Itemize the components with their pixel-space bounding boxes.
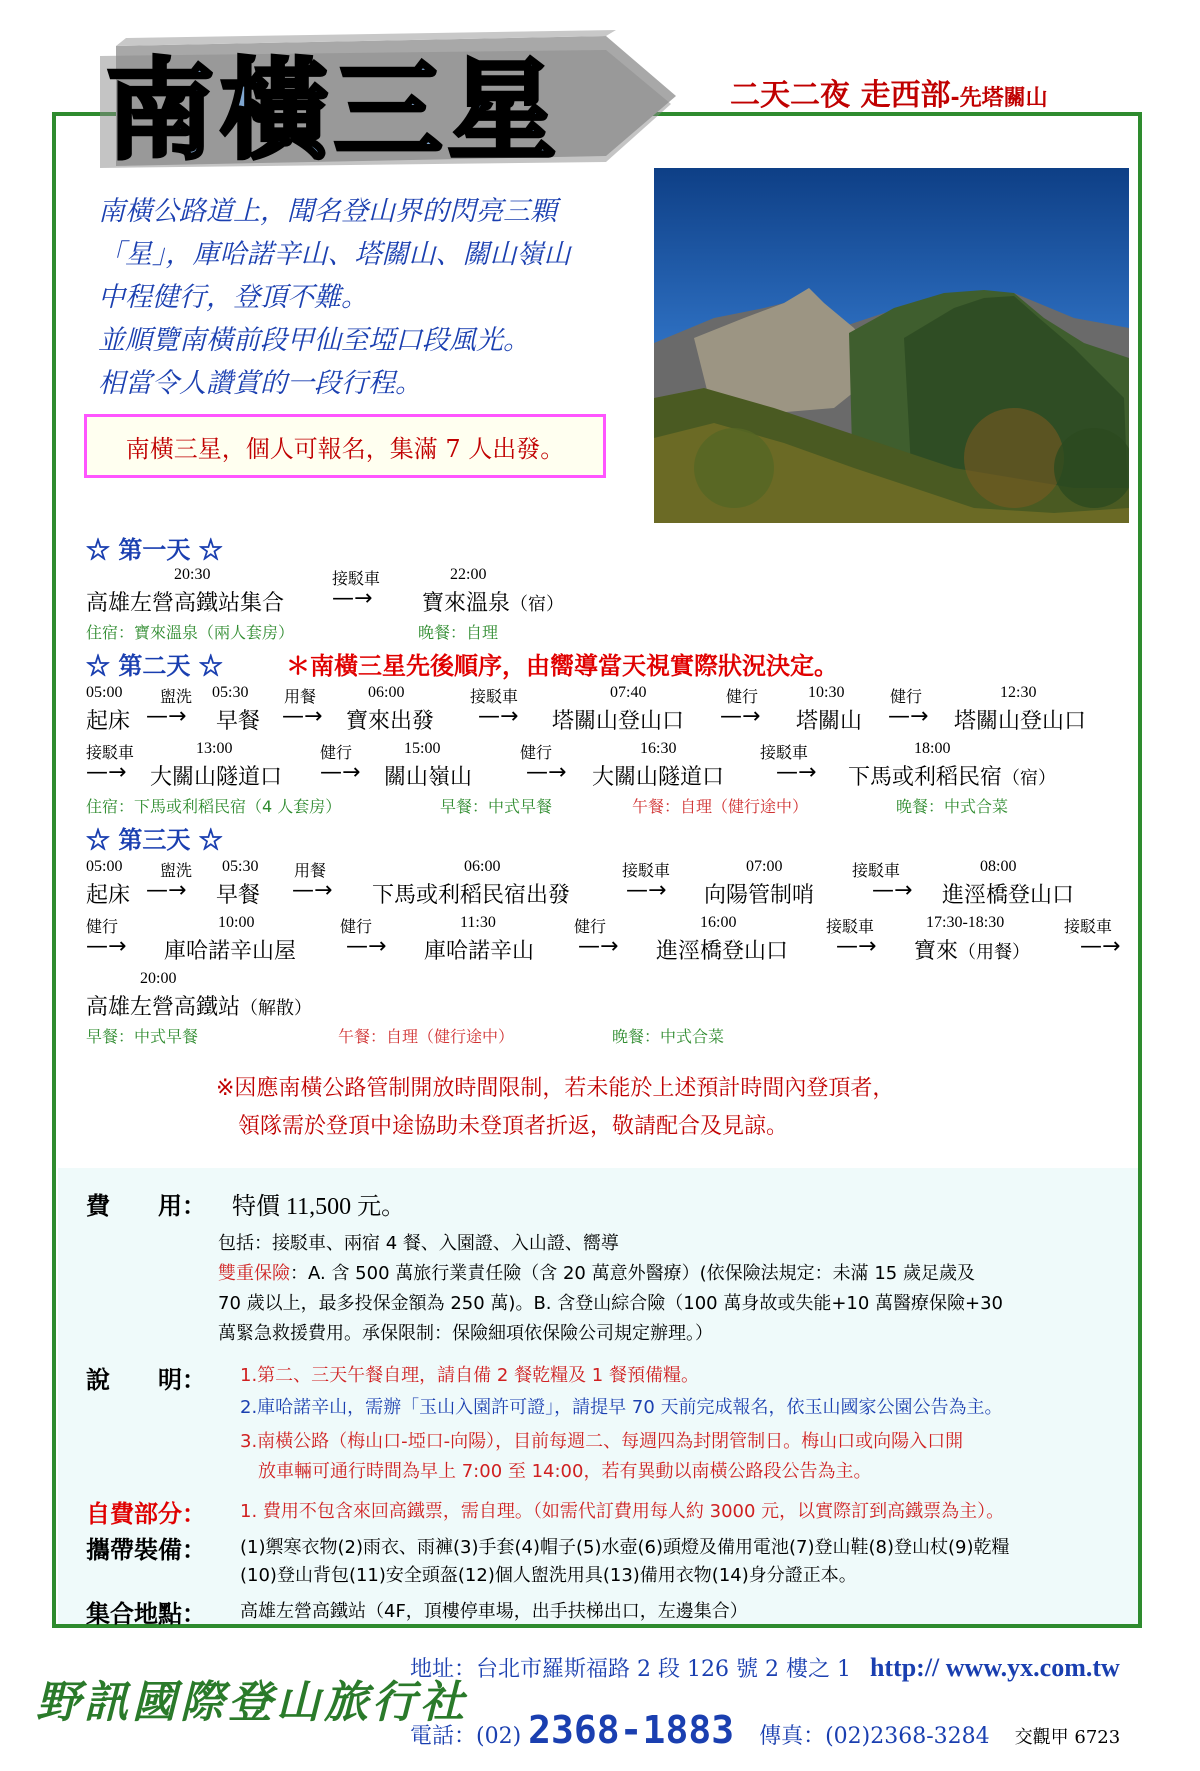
signup-notice: 南橫三星，個人可報名，集滿 7 人出發。 <box>84 414 606 478</box>
time-label: 11:30 <box>460 914 496 931</box>
phone-label: 電話：(02) <box>410 1724 522 1749</box>
gear-label: 攜帶裝備： <box>86 1536 206 1564</box>
transport-label: 接駁車 <box>332 571 381 588</box>
arrow: —→ <box>346 934 387 959</box>
day1-heading: ☆ 第一天 ☆ <box>86 535 223 564</box>
activity-label: 用餐 <box>294 863 327 880</box>
activity-label: 健行 <box>86 919 119 936</box>
footer-contact-line <box>410 1708 1120 1752</box>
license-number: 交觀甲 6723 <box>1014 1727 1121 1748</box>
website-link[interactable]: http:// www.yx.com.tw <box>869 1653 1120 1682</box>
place: 早餐 <box>216 709 261 734</box>
place: 早餐 <box>216 883 261 908</box>
note-1: 1.第二、三天午餐自理，請自備 2 餐乾糧及 1 餐預備糧。 <box>240 1365 699 1386</box>
place: 關山嶺山 <box>384 765 473 790</box>
time-label: 20:00 <box>140 970 177 987</box>
place: 起床 <box>86 709 131 734</box>
place: 向陽管制哨 <box>704 883 815 908</box>
arrow: —→ <box>292 878 333 903</box>
intro-line: 南橫公路道上，聞名登山界的閃亮三顆 <box>98 196 557 227</box>
address: 地址：台北市羅斯福路 2 段 126 號 2 樓之 1 <box>410 1657 851 1682</box>
place: 起床 <box>86 883 131 908</box>
gear-line2: (10)登山背包(11)安全頭盔(12)個人盥洗用具(13)備用衣物(14)身分證正本。 <box>240 1565 857 1586</box>
intro-line: 相當令人讚賞的一段行程。 <box>98 368 422 399</box>
activity-label: 盥洗 <box>160 689 193 706</box>
intro-paragraph <box>98 190 571 405</box>
arrow: —→ <box>282 704 323 729</box>
insurance-line1: 雙重保險：A. 含 500 萬旅行業責任險（含 20 萬意外醫療）(依保險法規定：未滿 15 歲足歲及 <box>218 1263 975 1284</box>
arrow: —→ <box>332 586 373 611</box>
fee-label: 費 用： <box>86 1192 206 1220</box>
subtitle-main: 二天二夜 走西部 <box>730 78 951 113</box>
time-label: 06:00 <box>368 684 405 701</box>
time-label: 05:30 <box>222 858 259 875</box>
mountain-photo <box>654 168 1129 523</box>
transport-label: 接駁車 <box>622 863 671 880</box>
day2-dinner: 晚餐：中式合菜 <box>896 797 1009 816</box>
selfpay-value: 1. 費用不包含來回高鐵票，需自理。（如需代訂費用每人約 3000 元，以實際訂到高鐵票為主）。 <box>240 1501 1005 1522</box>
place: 下馬或利稻民宿出發 <box>372 883 571 908</box>
time-label: 20:30 <box>174 566 211 583</box>
activity-label: 健行 <box>574 919 607 936</box>
time-label: 05:00 <box>86 684 123 701</box>
note-2: 2.庫哈諾辛山，需辦「玉山入園許可證」，請提早 70 天前完成報名，依玉山國家公園公告為主。 <box>240 1397 1003 1418</box>
activity-label: 健行 <box>890 689 923 706</box>
time-label: 13:00 <box>196 740 233 757</box>
day3-heading: ☆ 第三天 ☆ <box>86 825 223 854</box>
place: 庫哈諾辛山 <box>424 939 535 964</box>
arrow: —→ <box>626 878 667 903</box>
time-label: 07:00 <box>746 858 783 875</box>
warning-line: 領隊需於登頂中途協助未登頂者折返，敬請配合及見諒。 <box>238 1114 789 1139</box>
title-banner <box>86 28 696 178</box>
insurance-line3: 萬緊急救援費用。承保限制：保險細項依保險公司規定辦理。） <box>218 1323 713 1344</box>
arrow: —→ <box>776 760 817 785</box>
place: 大關山隧道口 <box>592 765 725 790</box>
arrow: —→ <box>526 760 567 785</box>
day2-breakfast: 早餐：中式早餐 <box>440 797 553 816</box>
place: 下馬或利稻民宿（宿） <box>848 765 1057 790</box>
place: 寶來（用餐） <box>914 939 1031 964</box>
time-label: 22:00 <box>450 566 487 583</box>
title-text: 南橫三星 <box>106 49 563 174</box>
place: 寶來出發 <box>346 709 435 734</box>
transport-label: 接駁車 <box>1064 919 1113 936</box>
activity-label: 健行 <box>340 919 373 936</box>
place: 進涇橋登山口 <box>656 939 789 964</box>
fee-includes: 包括：接駁車、兩宿 4 餐、入園證、入山證、嚮導 <box>218 1233 619 1254</box>
arrow: —→ <box>578 934 619 959</box>
transport-label: 接駁車 <box>760 745 809 762</box>
arrow: —→ <box>86 934 127 959</box>
place: 高雄左營高鐵站（解散） <box>86 995 313 1020</box>
time-label: 18:00 <box>914 740 951 757</box>
arrow: —→ <box>86 760 127 785</box>
day3-breakfast: 早餐：中式早餐 <box>86 1027 199 1046</box>
time-label: 05:00 <box>86 858 123 875</box>
day2-lodging: 住宿：下馬或利稻民宿（4 人套房） <box>86 797 342 816</box>
place: 塔關山登山口 <box>552 709 685 734</box>
place: 庫哈諾辛山屋 <box>164 939 297 964</box>
insurance-line2: 70 歲以上，最多投保金額為 250 萬)。B. 含登山綜合險（100 萬身故或失能+10 萬醫療保險+30 <box>218 1293 1004 1314</box>
note-3b: 放車輛可通行時間為早上 7:00 至 14:00，若有異動以南橫公路段公告為主。 <box>258 1461 872 1482</box>
activity-label: 健行 <box>520 745 553 762</box>
insurance-label: 雙重保險 <box>218 1263 290 1284</box>
transport-label: 接駁車 <box>86 745 135 762</box>
trip-subtitle <box>730 70 1048 114</box>
activity-label: 盥洗 <box>160 863 193 880</box>
activity-label: 健行 <box>320 745 353 762</box>
arrow: —→ <box>1080 934 1121 959</box>
place: 塔關山 <box>796 709 863 734</box>
intro-line: 並順覽南橫前段甲仙至埡口段風光。 <box>98 325 530 356</box>
place: 高雄左營高鐵站集合 <box>86 591 285 616</box>
company-name: 野訊國際登山旅行社 <box>36 1677 468 1728</box>
meeting-label: 集合地點： <box>86 1600 206 1628</box>
time-label: 16:30 <box>640 740 677 757</box>
arrow: —→ <box>320 760 361 785</box>
fee-value: 特價 11,500 元。 <box>232 1194 406 1220</box>
arrow: —→ <box>836 934 877 959</box>
phone-number: 2368-1883 <box>528 1708 735 1752</box>
time-label: 10:30 <box>808 684 845 701</box>
day2-lunch: 午餐：自理（健行途中） <box>632 797 809 816</box>
fax: 傳真：(02)2368-3284 <box>759 1724 990 1749</box>
arrow: —→ <box>720 704 761 729</box>
time-label: 05:30 <box>212 684 249 701</box>
intro-line: 「星」，庫哈諾辛山、塔關山、關山嶺山 <box>98 239 571 270</box>
footer-address-line <box>410 1652 1120 1683</box>
time-label: 06:00 <box>464 858 501 875</box>
day3-dinner: 晚餐：中式合菜 <box>612 1027 725 1046</box>
subtitle-small: -先塔關山 <box>950 86 1048 111</box>
time-label: 15:00 <box>404 740 441 757</box>
place: 塔關山登山口 <box>954 709 1087 734</box>
meeting-value: 高雄左營高鐵站（4F，頂樓停車場，出手扶梯出口，左邊集合） <box>240 1601 748 1622</box>
selfpay-label: 自費部分： <box>86 1500 206 1528</box>
place: 寶來溫泉（宿） <box>422 591 565 616</box>
notes-label: 說 明： <box>86 1366 206 1394</box>
warning-line: ※因應南橫公路管制開放時間限制，若未能於上述預計時間內登頂者， <box>216 1076 895 1101</box>
arrow: —→ <box>872 878 913 903</box>
transport-label: 接駁車 <box>470 689 519 706</box>
place: 進涇橋登山口 <box>942 883 1075 908</box>
day1-lodging: 住宿：寶來溫泉（兩人套房） <box>86 623 295 642</box>
intro-line: 中程健行，登頂不難。 <box>98 282 368 313</box>
day2-order-note: ＊南橫三星先後順序，由嚮導當天視實際狀況決定。 <box>286 652 838 680</box>
time-label: 16:00 <box>700 914 737 931</box>
transport-label: 接駁車 <box>852 863 901 880</box>
time-label: 08:00 <box>980 858 1017 875</box>
time-label: 07:40 <box>610 684 647 701</box>
time-label: 10:00 <box>218 914 255 931</box>
activity-label: 健行 <box>726 689 759 706</box>
day1-dinner: 晚餐：自理 <box>418 623 499 642</box>
day3-lunch: 午餐：自理（健行途中） <box>338 1027 515 1046</box>
arrow: —→ <box>146 704 187 729</box>
arrow: —→ <box>478 704 519 729</box>
day2-heading: ☆ 第二天 ☆ <box>86 651 223 680</box>
arrow: —→ <box>146 878 187 903</box>
activity-label: 用餐 <box>284 689 317 706</box>
place: 大關山隧道口 <box>150 765 283 790</box>
time-label: 17:30-18:30 <box>926 914 1005 931</box>
transport-label: 接駁車 <box>826 919 875 936</box>
arrow: —→ <box>888 704 929 729</box>
note-3a: 3.南橫公路（梅山口-埡口-向陽），目前每週二、每週四為封閉管制日。梅山口或向陽入口開 <box>240 1431 964 1452</box>
time-label: 12:30 <box>1000 684 1037 701</box>
gear-line1: (1)禦寒衣物(2)雨衣、雨褲(3)手套(4)帽子(5)水壺(6)頭燈及備用電池(7)登山鞋(8)登山杖(9)乾糧 <box>240 1537 1010 1558</box>
time-limit-warning <box>216 1070 894 1146</box>
